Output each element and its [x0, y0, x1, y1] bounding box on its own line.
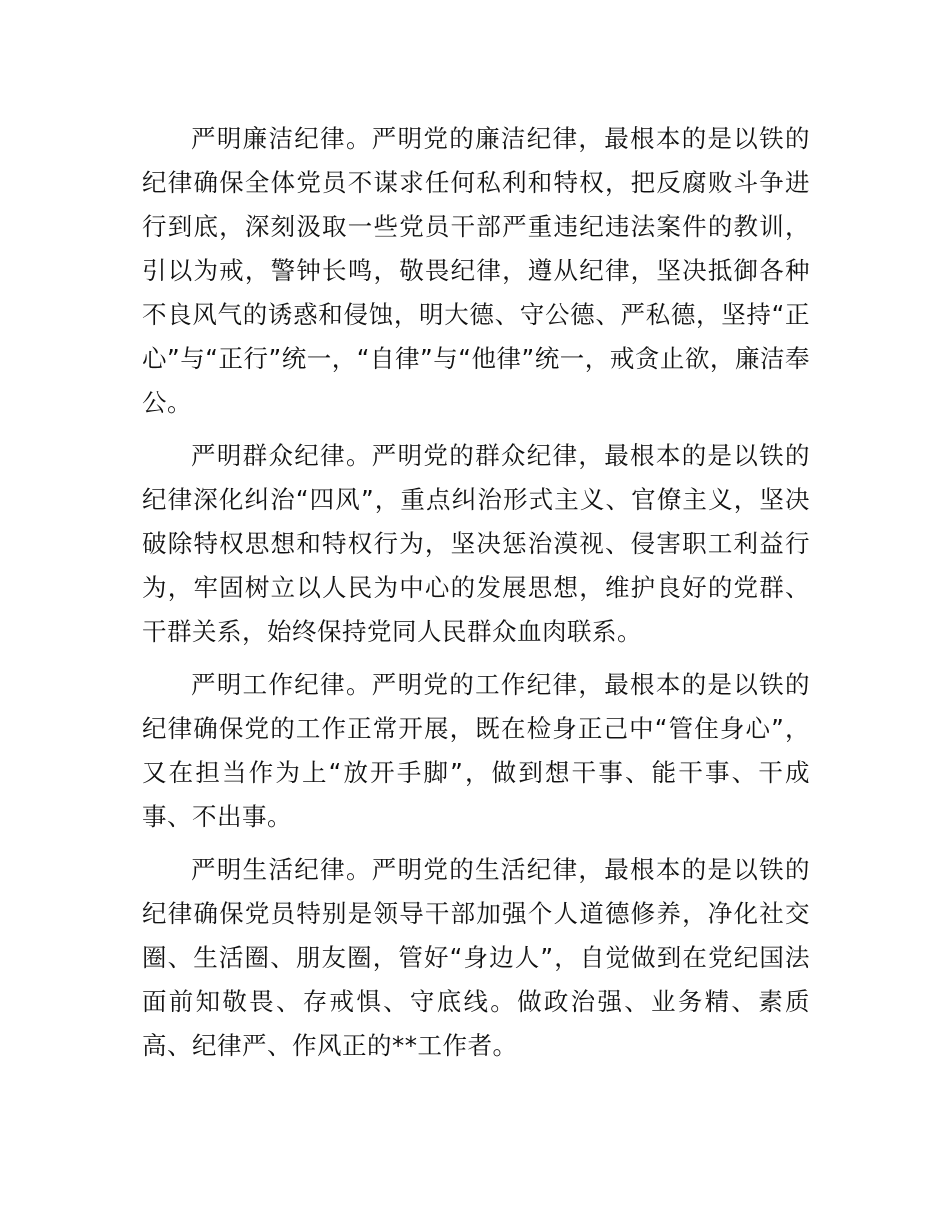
paragraph-work-discipline: 严明工作纪律。严明党的工作纪律，最根本的是以铁的纪律确保党的工作正常开展，既在检身正己中“管住身心”，又在担当作为上“放开手脚”，做到想干事、能干事、干成事、不出事。 [142, 670, 810, 831]
paragraph-integrity-discipline: 严明廉洁纪律。严明党的廉洁纪律，最根本的是以铁的纪律确保全体党员不谋求任何私利和特权，把反腐败斗争进行到底，深刻汲取一些党员干部严重违纪违法案件的教训，引以为戒，警钟长鸣，敬畏纪律，遵从纪律，坚决抵御各种不良风气的诱惑和侵蚀，明大德、守公德、严私德，坚持“正心”与“正行”统一，“自律”与“他律”统一，戒贪止欲，廉洁奉公。 [142, 124, 810, 417]
paragraph-mass-discipline: 严明群众纪律。严明党的群众纪律，最根本的是以铁的纪律深化纠治“四风”，重点纠治形式主义、官僚主义，坚决破除特权思想和特权行为，坚决惩治漠视、侵害职工利益行为，牢固树立以人民为中心的发展思想，维护良好的党群、干群关系，始终保持党同人民群众血肉联系。 [142, 441, 810, 646]
paragraph-life-discipline: 严明生活纪律。严明党的生活纪律，最根本的是以铁的纪律确保党员特别是领导干部加强个人道德修养，净化社交圈、生活圈、朋友圈，管好“身边人”，自觉做到在党纪国法面前知敬畏、存戒惧、守底线。做政治强、业务精、素质高、纪律严、作风正的**工作者。 [142, 855, 810, 1060]
